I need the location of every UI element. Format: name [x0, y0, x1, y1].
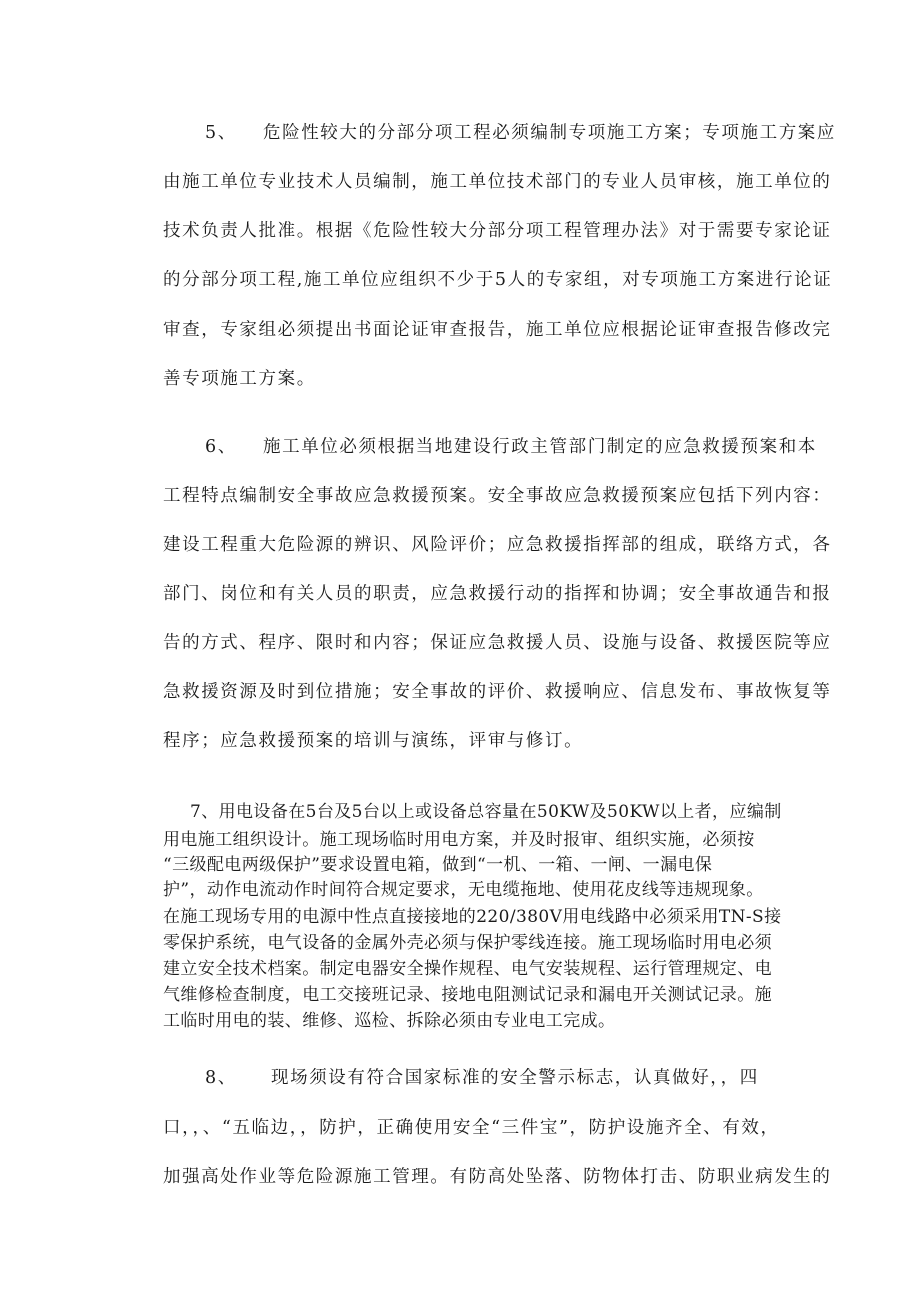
section-6-number: 6、 [205, 437, 237, 457]
section-6-line-7: 程序；应急救援预案的培训与演练，评审与修订。 [163, 731, 584, 751]
section-8-line-1 [205, 1066, 855, 1090]
section-7-line-8: 气维修检查制度，电工交接班记录、接地电阻测试记录和漏电开关测试记录。施 [163, 985, 772, 1005]
section-6-line-1 [205, 435, 855, 459]
section-5-number: 5、 [205, 123, 237, 143]
section-8-line-2: 口，，、“五临边，，防护，正确使用安全“三件宝”，防护设施齐全、有效， [163, 1118, 780, 1138]
section-7-line-1 [190, 800, 840, 824]
section-5-line-6: 善专项施工方案。 [163, 369, 316, 389]
section-7-line-9: 工临时用电的装、维修、巡检、拆除必须由专业电工完成。 [163, 1011, 616, 1031]
section-7-line-2: 用电施工组织设计。施工现场临时用电方案，并及时报审、组织实施，必须按 [163, 830, 755, 850]
section-6-line-2: 工程特点编制安全事故应急救援预案。安全事故应急救援预案应包括下列内容： [163, 486, 832, 506]
section-7-line-6: 零保护系统，电气设备的金属外壳必须与保护零线连接。施工现场临时用电必须 [163, 933, 772, 953]
section-6-line-4: 部门、岗位和有关人员的职责，应急救援行动的指挥和协调；安全事故通告和报 [163, 584, 832, 604]
section-7-line-7: 建立安全技术档案。制定电器安全操作规程、电气安装规程、运行管理规定、电 [163, 959, 772, 979]
section-5-line-2: 由施工单位专业技术人员编制，施工单位技术部门的专业人员审核，施工单位的 [163, 172, 832, 192]
section-6-line-6: 急救援资源及时到位措施；安全事故的评价、救援响应、信息发布、事故恢复等 [163, 682, 832, 702]
section-7-number: 7、 [190, 802, 219, 822]
section-5-line-1 [205, 121, 855, 145]
section-5-line-5: 审查，专家组必须提出书面论证审查报告，施工单位应根据论证审查报告修改完 [163, 320, 832, 340]
section-6-line-3: 建设工程重大危险源的辨识、风险评价；应急救援指挥部的组成，联络方式，各 [163, 535, 832, 555]
section-7-text: 用电设备在5台及5台以上或设备总容量在50KW及50KW以上者，应编制 [218, 802, 782, 822]
section-7-line-4: 护”，动作电流动作时间符合规定要求，无电缆拖地、使用花皮线等违规现象。 [163, 880, 764, 900]
section-5-line-3: 技术负责人批准。根据《危险性较大分部分项工程管理办法》对于需要专家论证 [163, 221, 832, 241]
section-7-line-5: 在施工现场专用的电源中性点直接接地的220/380V用电线路中必须采用TN-S接 [163, 907, 782, 927]
section-7-line-3: “三级配电两级保护”要求设置电箱，做到“一机、一箱、一闸、一漏电保 [163, 855, 713, 875]
section-6-line-5: 告的方式、程序、限时和内容；保证应急救援人员、设施与设备、救援医院等应 [163, 633, 832, 653]
section-5-line-4: 的分部分项工程,施工单位应组织不少于5人的专家组，对专项施工方案进行论证 [163, 270, 833, 290]
section-8-number: 8、 [205, 1068, 237, 1088]
section-8-line-3: 加强高处作业等危险源施工管理。有防高处坠落、防物体打击、防职业病发生的 [163, 1167, 832, 1187]
section-6-text: 施工单位必须根据当地建设行政主管部门制定的应急救援预案和本 [263, 437, 817, 457]
section-8-text: 现场须设有符合国家标准的安全警示标志，认真做好，，四 [271, 1068, 759, 1088]
section-5-text: 危险性较大的分部分项工程必须编制专项施工方案；专项施工方案应 [263, 123, 836, 143]
